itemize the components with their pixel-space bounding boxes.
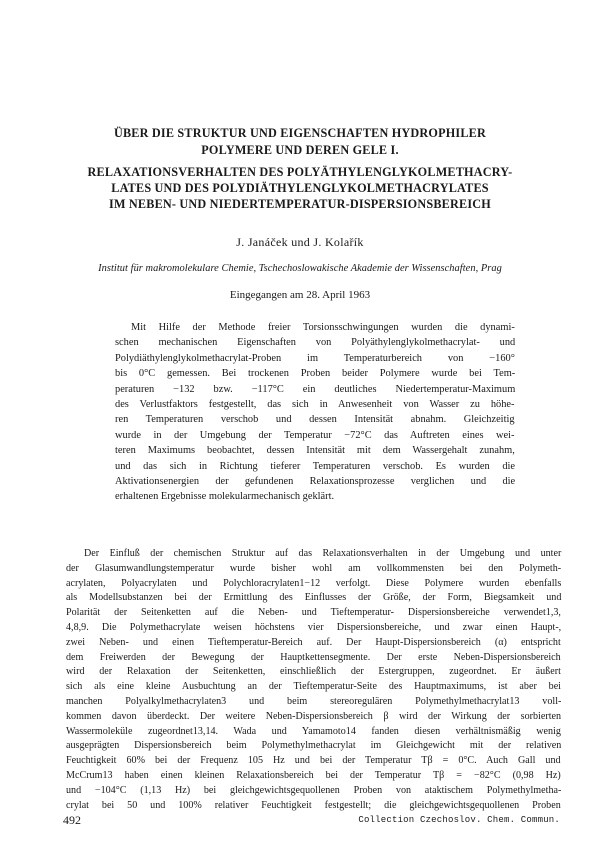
body-line: zwei Neben- und einen Tieftemperatur-Bereich auf. Der Haupt-Dispersionsbereich (α) entspricht	[66, 636, 561, 648]
title-line-3: RELAXATIONSVERHALTEN DES POLYÄTHYLENGLYKOLMETHACRY-	[87, 165, 513, 179]
body-line: als Modellsubstanzen bei der Ermittlung des Einflusses der Größe, der Form, Biegsamkeit und	[66, 592, 562, 604]
body-line: und −104°C (1,13 Hz) bei gleichgewichtsgequollenen Proben von ataktischem Polymethylmetha-	[66, 784, 562, 796]
body-line: Polarität der Seitenketten auf die Neben- und Tieftemperatur- Dispersionsbereiche verwendet1,3,	[66, 607, 561, 619]
abstract-line: schen mechanischen Eigenschaften von Polyäthylenglykolmethacrylat- und	[115, 337, 516, 349]
abstract-line: ren Temperaturen verschob und dessen Intensität abnahm. Gleichzeitig	[115, 414, 515, 426]
received-date: Eingegangen am 28. April 1963	[229, 289, 371, 301]
abstract-line: peraturen −132 bzw. −117°C ein deutliches Niedertemperatur-Maximum	[115, 383, 516, 395]
abstract-line: erhaltenen Ergebnisse molekularmechanisch geklärt.	[115, 491, 335, 503]
body-line: McCrum13 haben einen kleinen Relaxationsbereich bei der Temperatur Tβ = −82°C (0,98 Hz)	[66, 769, 561, 781]
body-line: kommen davon überdeckt. Der weitere Neben-Dispersionsbereich β wird der Wirkung der sorbierten	[66, 710, 562, 722]
title-line-5: IM NEBEN- UND NIEDERTEMPERATUR-DISPERSIONSBEREICH	[109, 197, 491, 211]
abstract-line: des Verlustfaktors festgestellt, das sich in Anwesenheit von Wasser zu höhe-	[115, 399, 515, 411]
title-line-4: LATES UND DES POLYDIÄTHYLENGLYKOLMETHACRYLATES	[111, 181, 489, 195]
journal-footer: Collection Czechoslov. Chem. Commun.	[358, 815, 560, 825]
title-line-2: POLYMERE UND DEREN GELE I.	[201, 143, 399, 157]
abstract-line: wurde in der Umgebung der Temperatur −72°C das Auftreten eines wei-	[115, 429, 515, 441]
body-line: crylat bei 50 und 100% relativer Feuchtigkeit festgestellt; die gleichgewichtsgequollenen Proben	[66, 799, 561, 811]
body-line: sich als eine kleine Ausbuchtung an der Tieftemperatur-Seite des Hauptmaximums, ist aber bei	[66, 681, 561, 693]
abstract-line: bis 0°C gemessen. Bei trockenen Proben beider Polymere wurde bei Tem-	[115, 368, 516, 380]
abstract-line: und das sich in Richtung tieferer Temperaturen verschob. Es wurden die	[115, 460, 516, 472]
body-line: wird der Relaxation der Seitenketten, einschließlich der Estergruppen, zugeordnet. Er äußert	[66, 666, 561, 678]
body-line: Feuchtigkeit 60% bei der Frequenz 105 Hz und bei der Temperatur Tβ = 0°C. Auch Gall und	[66, 755, 561, 767]
body-line: der Glasumwandlungstemperatur wurde bisher wohl am vollkommensten bei den Polymeth-	[66, 562, 562, 574]
page-number: 492	[63, 813, 81, 827]
body-line: acrylaten, Polyacrylaten und Polychloracrylaten1−12 verfolgt. Diese Polymere wurden ebenfalls	[66, 577, 562, 589]
abstract-line: Polydiäthylenglykolmethacrylat-Proben im Temperaturbereich von −160°	[115, 352, 515, 364]
body-line: Wassermoleküle zugeordnet13,14. Wada und Yamamoto14 fanden diesen verhältnismäßig wenig	[66, 725, 561, 737]
body-line: ausgeprägten Dispersionsbereich beim Polymethylmethacrylat im Gleichgewicht mit der relativen	[66, 740, 562, 752]
authors: J. Janáček und J. Kolařík	[236, 235, 364, 249]
abstract-line: Aktivationsenergien der gefundenen Relaxationsprozesse verglichen und die	[115, 476, 516, 488]
title-line-1: ÜBER DIE STRUKTUR UND EIGENSCHAFTEN HYDROPHILER	[113, 126, 487, 140]
body-line: 4,8,9. Die Polymethacrylate weisen höchstens vier Dispersionsbereiche, und zwar einen Haupt-,	[66, 621, 562, 633]
abstract-line: Mit Hilfe der Methode freier Torsionsschwingungen wurden die dynami-	[131, 322, 515, 333]
body-line: Der Einfluß der chemischen Struktur auf das Relaxationsverhalten in der Umgebung und unter	[84, 548, 562, 559]
body-line: manchen Polyalkylmethacrylaten3 und beim stereoregulären Polymethylmethacrylat13 voll-	[66, 695, 562, 707]
body-text	[66, 547, 561, 813]
body-line: dem Freiwerden der Bewegung der Hauptkettensegmente. Der erste Neben-Dispersionsbereich	[66, 651, 561, 663]
abstract-line: teren Maximums beobachtet, dessen Intensität mit dem Wassergehalt zunahm,	[115, 445, 515, 457]
abstract	[115, 320, 515, 505]
institute: Institut für makromolekulare Chemie, Tschechoslowakische Akademie der Wissenschaften, Prag	[98, 263, 502, 274]
